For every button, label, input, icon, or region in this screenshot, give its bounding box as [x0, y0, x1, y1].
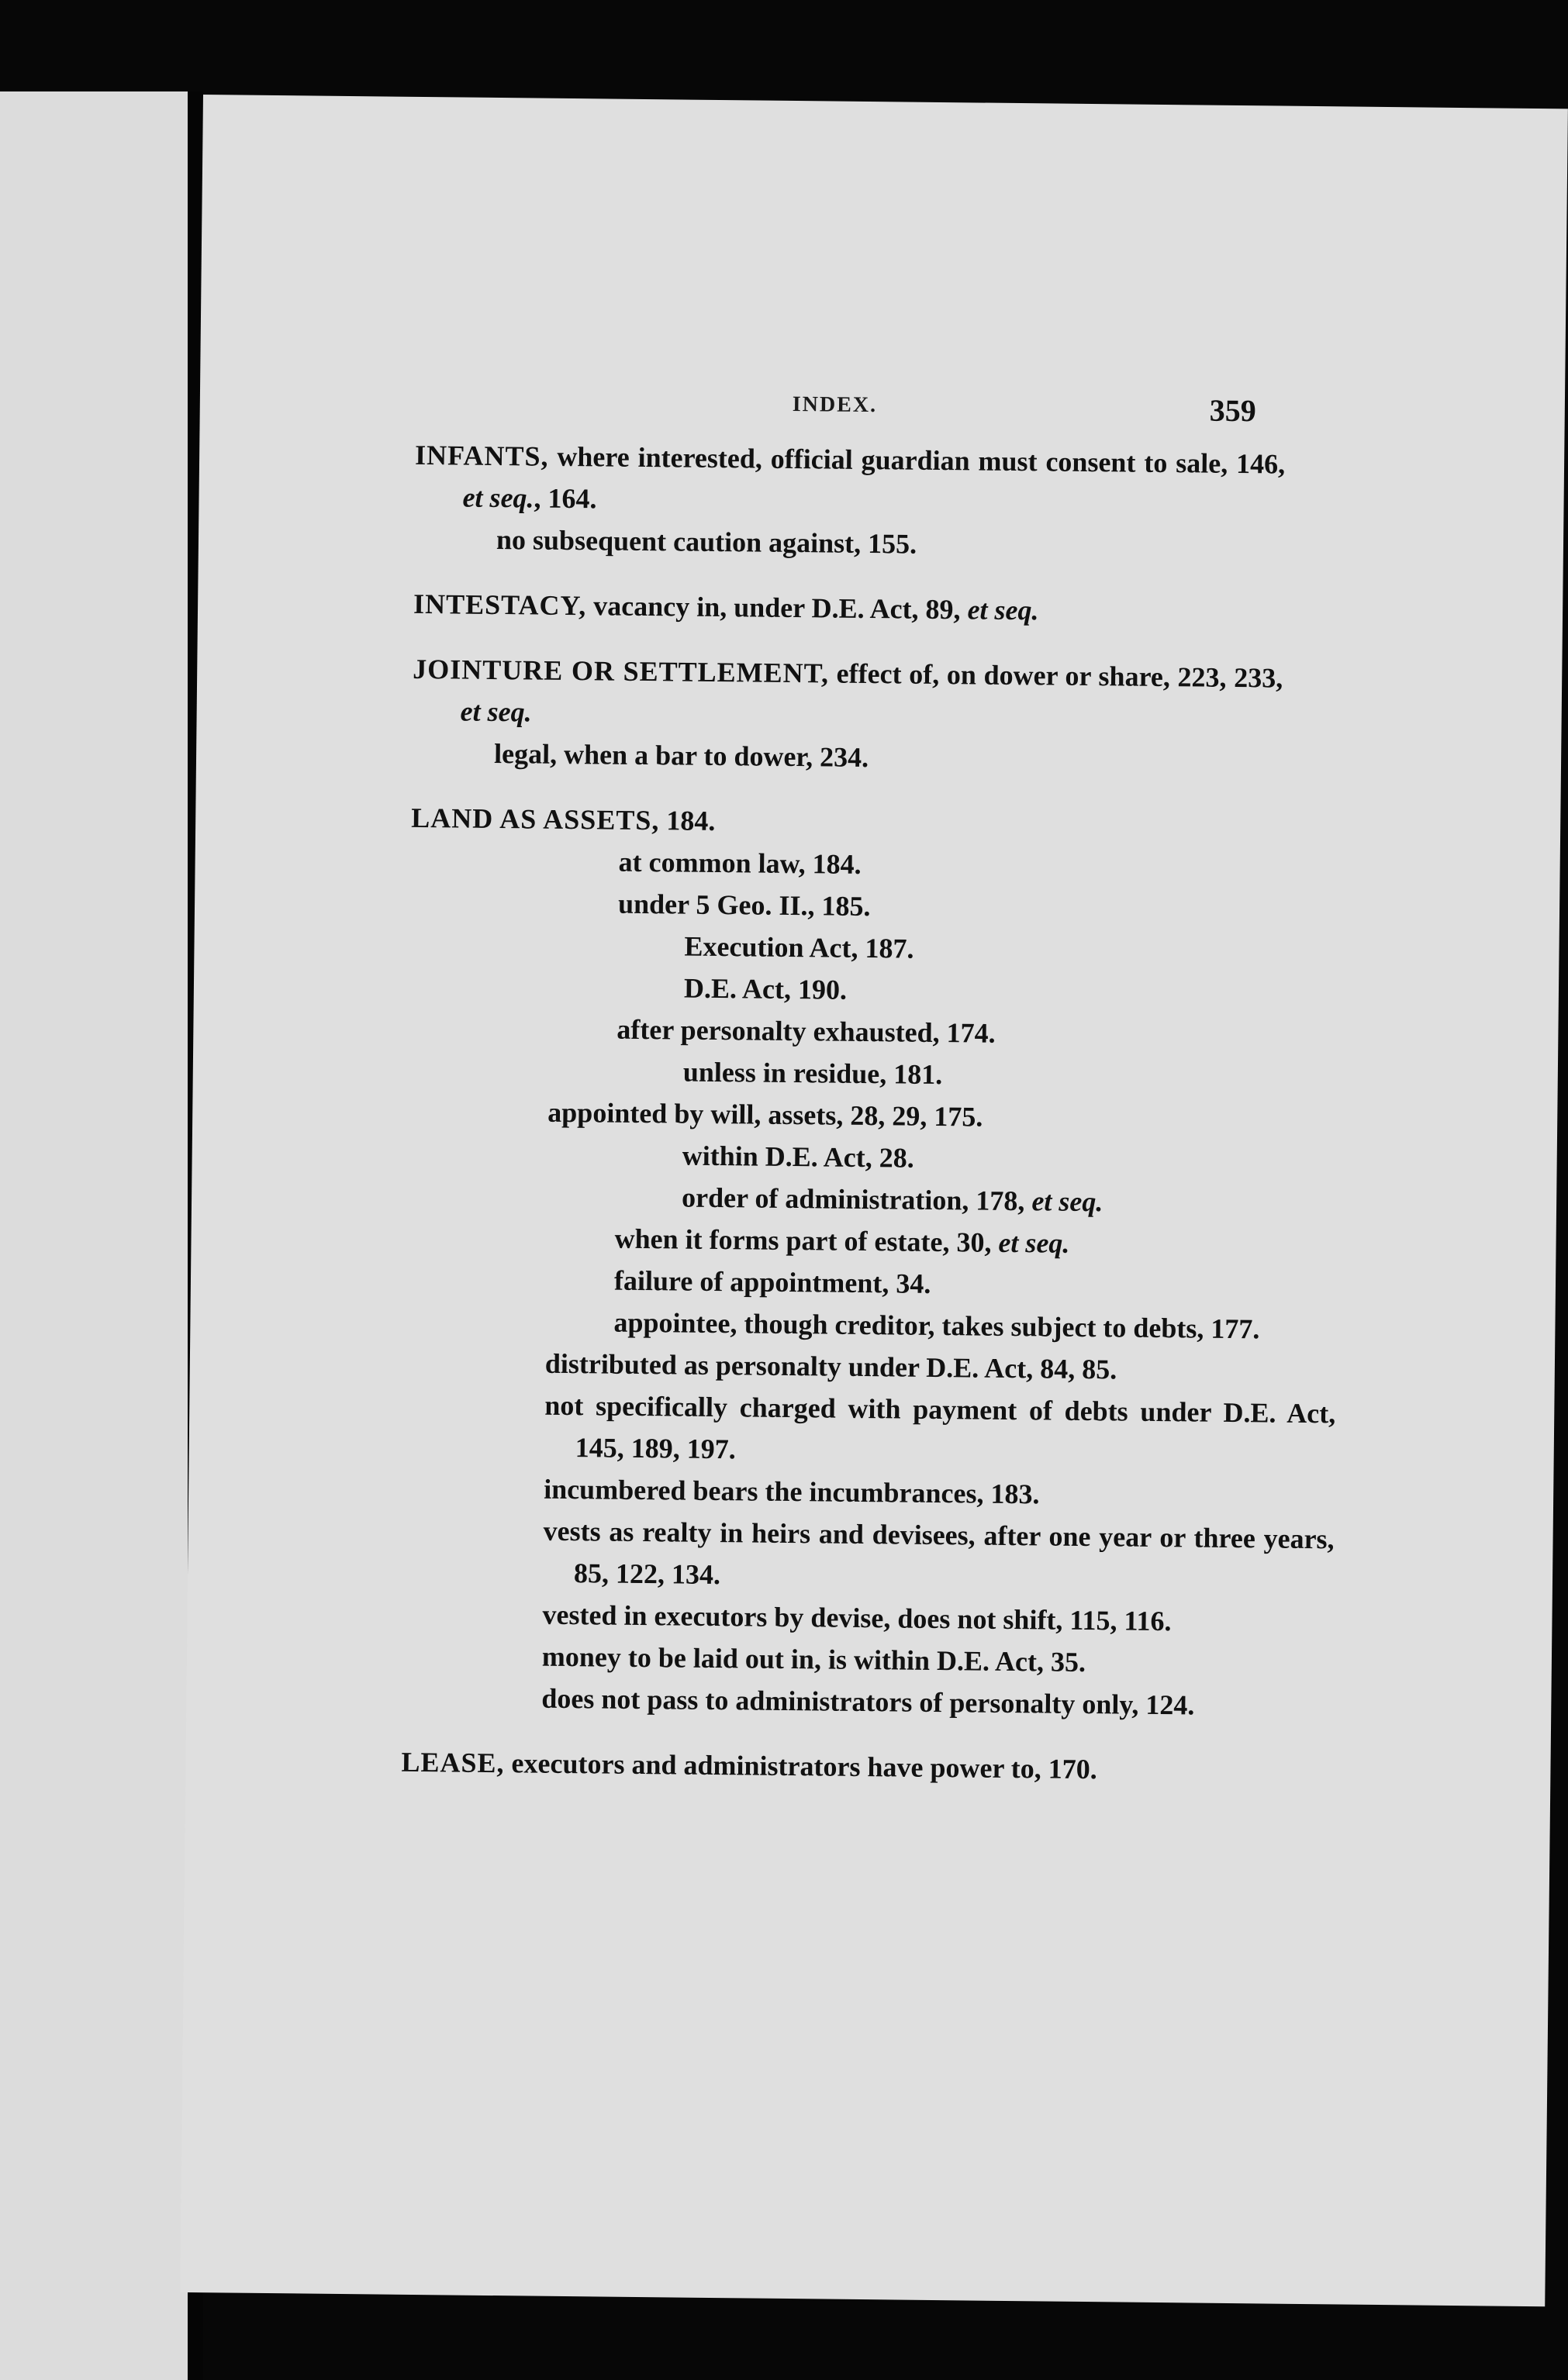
index-subentry: vests as realty in heirs and devisees, after one year or three years, 85, 122, 134. — [543, 1515, 1335, 1591]
index-subentry: legal, when a bar to dower, 234. — [493, 737, 869, 774]
page-header — [200, 381, 1565, 434]
index-entry-intestacy: INTESTACY, vacancy in, under D.E. Act, 89, et seq. — [413, 588, 1039, 626]
index-subentry: does not pass to administrators of personalty only, 124. — [541, 1682, 1195, 1721]
running-title: INDEX. — [792, 391, 878, 418]
index-entry-land-as-assets: LAND AS ASSETS, 184. — [411, 802, 716, 836]
index-subentry: order of administration, 178, et seq. — [681, 1181, 1103, 1218]
latin-phrase: et seq. — [967, 594, 1039, 626]
index-subentry: not specifically charged with payment of debts under D.E. Act, 145, 189, 197. — [544, 1389, 1336, 1465]
index-subentry: appointee, though creditor, takes subject to debts, 177. — [613, 1306, 1260, 1345]
index-subentry: Execution Act, 187. — [684, 930, 914, 964]
index-subentry: money to be laid out in, is within D.E. Act, 35. — [541, 1640, 1086, 1678]
facing-page-edge — [0, 91, 188, 2380]
index-subentry: at common law, 184. — [618, 846, 862, 880]
index-subentry: D.E. Act, 190. — [683, 972, 848, 1005]
index-subentry: within D.E. Act, 28. — [682, 1140, 914, 1174]
page-number: 359 — [1209, 392, 1257, 429]
index-subentry: vested in executors by devise, does not shift, 115, 116. — [542, 1599, 1172, 1637]
index-subentry: under 5 Geo. II., 185. — [617, 888, 871, 923]
index-entry-jointure: JOINTURE OR SETTLEMENT, effect of, on dower or share, 223, 233, et seq. — [413, 653, 1283, 728]
index-subentry: distributed as personalty under D.E. Act, 84, 85. — [544, 1347, 1117, 1385]
index-subentry: unless in residue, 181. — [682, 1056, 943, 1091]
latin-phrase: et seq. — [998, 1226, 1070, 1259]
index-subentry: when it forms part of estate, 30, et seq. — [614, 1223, 1070, 1259]
index-page — [180, 95, 1568, 2306]
index-subentry: after personalty exhausted, 174. — [616, 1013, 996, 1049]
index-subentry: no subsequent caution against, 155. — [496, 523, 917, 560]
index-subentry: appointed by will, assets, 28, 29, 175. — [547, 1096, 983, 1133]
index-entry-infants: INFANTS, where interested, official guardian must consent to sale, 146, et seq., 164. — [414, 439, 1286, 515]
index-entry-lease: LEASE, executors and administrators have power to, 170. — [401, 1746, 1097, 1785]
latin-phrase: et seq. — [460, 695, 532, 728]
index-entries — [185, 432, 1564, 1795]
index-subentry: failure of appointment, 34. — [613, 1264, 931, 1299]
latin-phrase: et seq. — [1031, 1185, 1103, 1218]
latin-phrase: et seq. — [462, 481, 534, 514]
index-subentry: incumbered bears the incumbrances, 183. — [543, 1473, 1040, 1510]
